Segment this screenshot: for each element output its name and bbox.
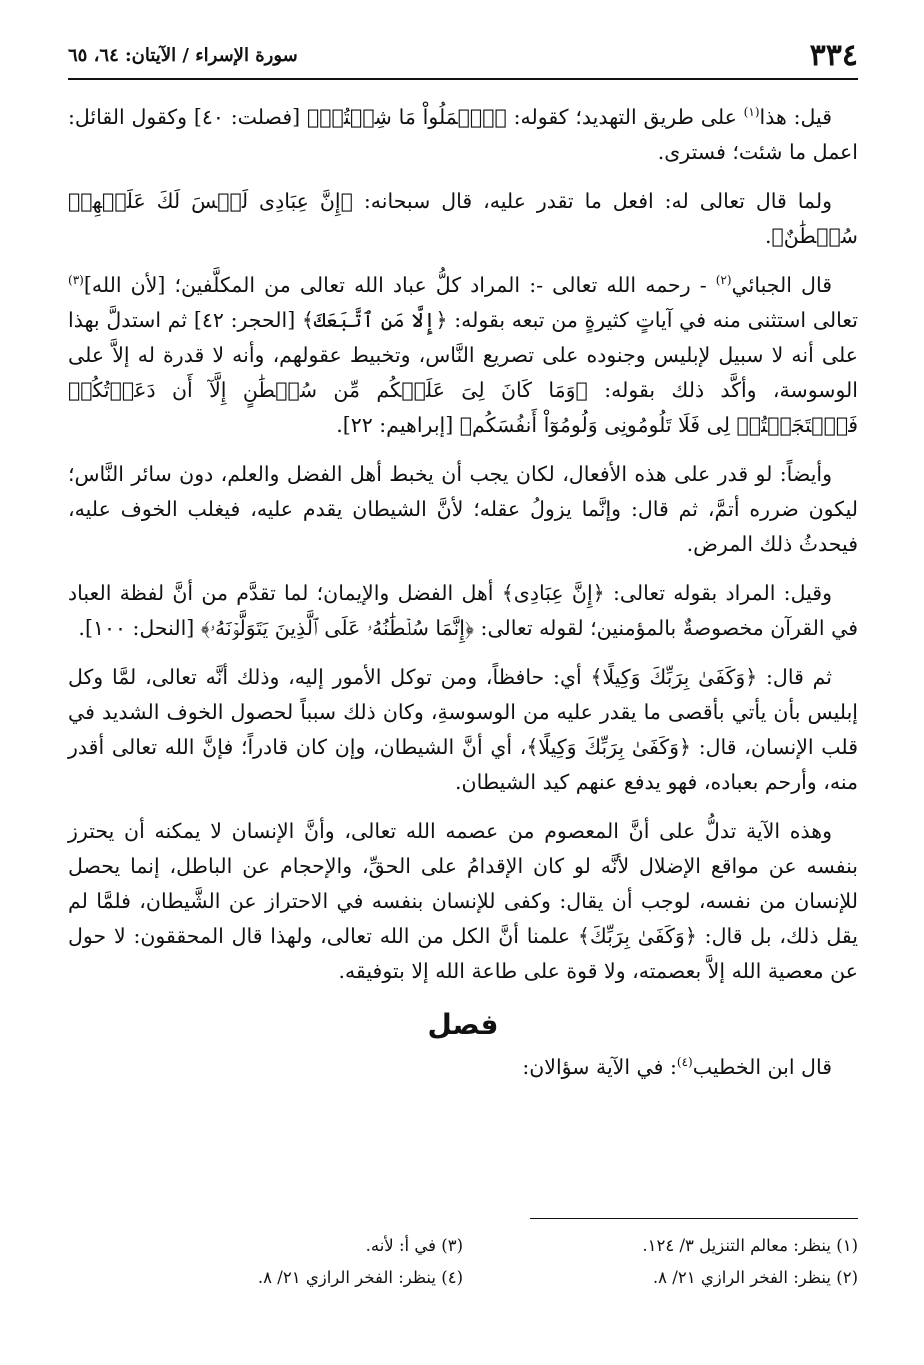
quran-verse: ﴿وَكَفَىٰ بِرَبِّكَ وَكِيلًا﴾ <box>526 735 692 759</box>
paragraph-text: ثم قال: <box>757 665 832 689</box>
paragraph-text: [النحل: ١٠٠]. <box>78 616 201 640</box>
paragraph-text: [فصلت: ٤٠] وكقول القائل: اعمل ما شئت؛ فسترى. <box>68 105 858 164</box>
footnote-1: (١) ينظر: معالم التنزيل ٣/ ١٢٤. <box>642 1236 858 1255</box>
footnote-ref: (٤) <box>676 1055 693 1070</box>
page-header <box>68 32 858 80</box>
footnote-2: (٢) ينظر: الفخر الرازي ٢١/ ٨. <box>652 1268 858 1287</box>
quran-verse: ﴿وَكَفَىٰ بِرَبِّكَ﴾ <box>577 924 697 948</box>
paragraph-5 <box>68 576 858 646</box>
page-body <box>68 100 858 1099</box>
quran-verse: ﴿إِنَّ عِبَادِى لَيۡسَ لَكَ عَلَيۡهِمۡ سُلۡطَٰنٌ﴾ <box>68 189 858 248</box>
footnote-ref: (٢) <box>715 273 732 288</box>
paragraph-text: قال ابن الخطيب <box>692 1055 832 1079</box>
quran-verse: ﴿ٱعۡمَلُواْ مَا شِئۡتُمۡ﴾ <box>306 105 507 129</box>
footnote-4: (٤) ينظر: الفخر الرازي ٢١/ ٨. <box>257 1268 463 1287</box>
quran-verse: ﴿إِلَّا مَنِ ٱتَّبَعَكَ﴾ <box>301 308 448 332</box>
paragraph-1 <box>68 100 858 170</box>
paragraph-text: أهل الفضل والإيمان؛ لما تقدَّم من أنَّ لفظة العباد في القرآن مخصوصةٌ بالمؤمنين؛ لقوله تعالى: <box>68 581 858 640</box>
quran-verse: ﴿وَكَفَىٰ بِرَبِّكَ وَكِيلًا﴾ <box>590 665 758 689</box>
paragraph-2 <box>68 184 858 254</box>
paragraph-text: علمنا أنَّ الكل من الله تعالى، ولهذا قال المحققون: لا حول عن معصية الله إلاَّ بعصمته، ولا قوة على طاعة الله إلا بتوفيقه. <box>68 924 858 983</box>
paragraph-text: تعالى استثنى منه في آياتٍ كثيرةٍ من تبعه بقوله: <box>447 308 858 332</box>
paragraph-text: على طريق التهديد؛ كقوله: <box>506 105 744 129</box>
paragraph-text: قيل: هذا <box>759 105 833 129</box>
paragraph-text: وأيضاً: لو قدر على هذه الأفعال، لكان يجب أن يخبط أهل الفضل والعلم، دون سائر النَّاس؛ ليكون ضرره أتمَّ، ثم قال: وإنَّما يزولُ عقله؛ لأنَّ الشيطان يقدم عليه، فيغلب الخوف عليه، فيحدثُ ذلك المرض. <box>68 462 858 556</box>
footnote-ref: (٣) <box>68 273 84 288</box>
quran-verse: ﴿وَمَا كَانَ لِىَ عَلَيۡكُم مِّن سُلۡطَٰنٍ إِلَّآ أَن دَعَوۡتُكُمۡ فَٱسۡتَجَبۡتُمۡ لِى فَلَا تَلُومُونِى وَلُومُوٓاْ أَنفُسَكُم﴾ <box>68 378 858 437</box>
paragraph-text: - رحمه الله تعالى -: المراد كلُّ عباد الله تعالى من المكلَّفين؛ [لأن الله] <box>83 273 716 297</box>
page-number: ٣٣٤ <box>809 37 858 73</box>
paragraph-text: أي: حافظاً، ومن توكل الأمور إليه، وذلك أنَّه تعالى، لمَّا وكل إبليس بأن يأتي بأقصى ما يقدر عليه من الوسوسةِ، وكان ذلك سبباً لحصول الخوف الشديد في قلب الإنسان، قال: <box>68 665 858 759</box>
paragraph-text: [الحجر: ٤٢] ثم استدلَّ بهذا على أنه لا سبيل لإبليس وجنوده على تصريع النَّاس، وتخبيط عقولهم، وأنه لا قدرة له إلاَّ على الوسوسة، وأكَّد ذلك بقوله: <box>68 308 859 402</box>
paragraph-text: وهذه الآية تدلُّ على أنَّ المعصوم من عصمه الله تعالى، وأنَّ الإنسان لا يمكنه أن يحترز بنفسه عن مواقع الإضلال لأنَّه لو كان الإقدامُ على الحقِّ، والإحجام عن الباطل، إنما يحصل للإنسان من نفسه، لوجب أن يقال: وكفى للإنسان بنفسه في الاحتراز عن الشَّيطان، فلمَّا لم يقل ذلك، بل قال: <box>68 819 859 948</box>
paragraph-text: وقيل: المراد بقوله تعالى: <box>604 581 832 605</box>
paragraph-text: ولما قال تعالى له: افعل ما تقدر عليه، قال سبحانه: <box>352 189 832 213</box>
quran-verse: ﴿إِنَّمَا سُلۡطَٰنُهُۥ عَلَى ٱلَّذِينَ يَتَوَلَّوۡنَهُۥ﴾ <box>200 616 475 640</box>
paragraph-7 <box>68 814 858 989</box>
footnote-ref: (١) <box>743 105 760 120</box>
paragraph-text: [إبراهيم: ٢٢]. <box>336 413 460 437</box>
section-intro <box>68 1050 858 1085</box>
paragraph-text: . <box>764 224 772 248</box>
paragraph-text: : في الآية سؤالان: <box>522 1055 677 1079</box>
section-heading: فصل <box>427 1008 499 1041</box>
paragraph-text: قال الجبائي <box>731 273 832 297</box>
paragraph-6 <box>68 660 858 800</box>
footnote-3: (٣) في أ: لأنه. <box>365 1236 463 1255</box>
quran-verse: ﴿إِنَّ عِبَادِى﴾ <box>501 581 605 605</box>
running-title: سورة الإسراء / الآيتان: ٦٤، ٦٥ <box>68 44 298 66</box>
paragraph-3 <box>68 268 858 443</box>
paragraph-4 <box>68 457 858 562</box>
paragraph-text: ، أي أنَّ الشيطان، وإن كان قادراً؛ فإنَّ الله تعالى أقدر منه، وأرحم بعباده، فهو يدفع عنهم كيد الشيطان. <box>68 735 858 794</box>
footnote-separator <box>530 1218 858 1219</box>
footnotes <box>68 1232 858 1292</box>
